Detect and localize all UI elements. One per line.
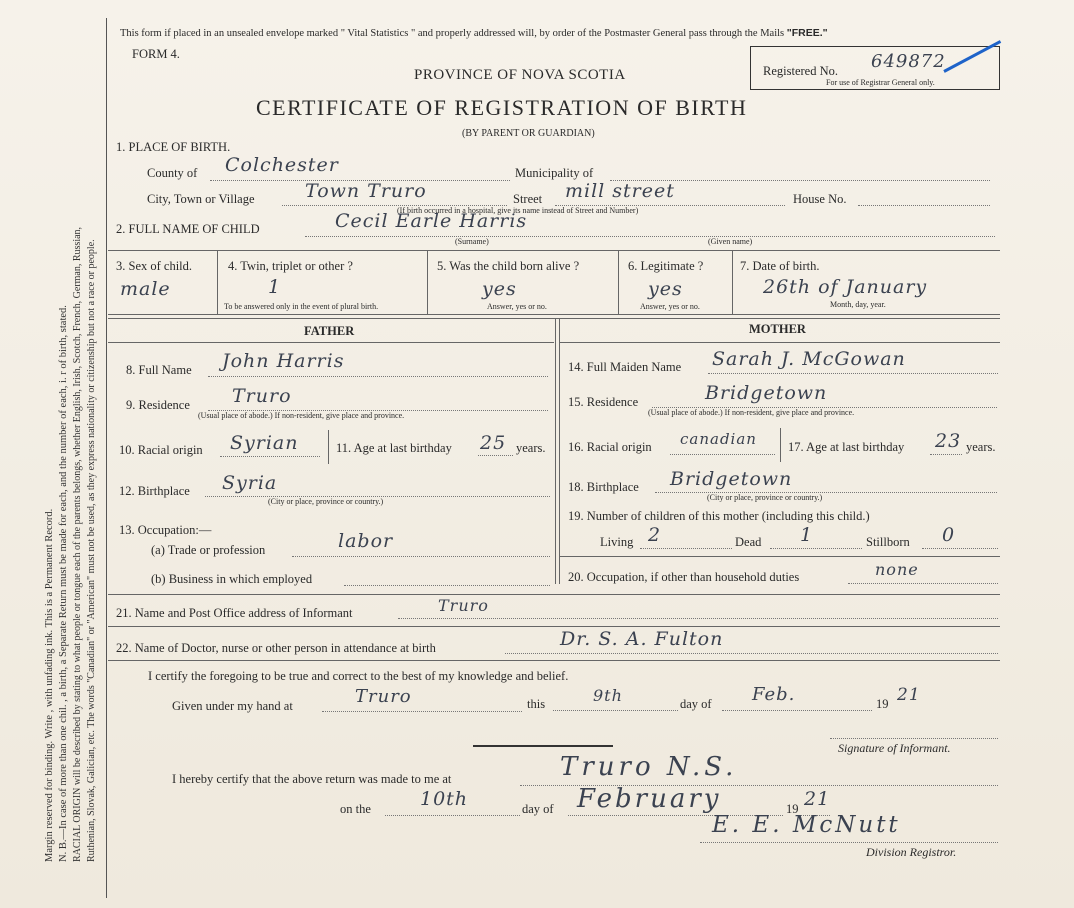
mother-bp-label: 18. Birthplace <box>568 480 639 494</box>
mother-race-line <box>670 454 775 455</box>
twin-note: To be answered only in the event of plural birth. <box>224 302 379 311</box>
living-label: Living <box>600 535 634 549</box>
registrar-label: Division Registror. <box>866 845 957 859</box>
registrar-day: 10th <box>420 788 469 810</box>
margin-text-3: RACIAL ORIGIN will be described by stating to what people or tongue each of the parents belongs, whether English, Irish, Scotch, French, German, Russian, <box>72 226 83 862</box>
parents-divider-2 <box>559 318 560 584</box>
registrar-place: Truro N.S. <box>560 752 738 782</box>
mother-race-label: 16. Racial origin <box>568 440 652 454</box>
mail-notice <box>120 27 828 39</box>
province-heading: PROVINCE OF NOVA SCOTIA <box>414 67 626 83</box>
mother-age-line <box>930 454 962 455</box>
father-age-line <box>478 455 513 456</box>
county-value: Colchester <box>225 154 339 176</box>
col-rule-3 <box>618 250 619 314</box>
doctor-rule <box>108 626 1000 627</box>
sex-value: male <box>120 278 171 300</box>
mother-bp-value: Bridgetown <box>670 468 793 490</box>
trade-line <box>292 556 550 557</box>
page-title: CERTIFICATE OF REGISTRATION OF BIRTH <box>256 95 748 120</box>
given-note: (Given name) <box>708 237 753 246</box>
county-label: County of <box>147 166 198 180</box>
margin-text-1: Margin reserved for binding. Write , with unfading ink. This is a Permanent Record. <box>44 508 55 862</box>
sex-label: 3. Sex of child. <box>116 259 193 273</box>
doctor-line <box>505 653 998 654</box>
this-label: this <box>527 697 546 711</box>
mother-name-label: 14. Full Maiden Name <box>568 360 682 374</box>
still-label: Stillborn <box>866 535 910 549</box>
twin-label: 4. Twin, triplet or other ? <box>228 259 353 273</box>
doctor-label: 22. Name of Doctor, nurse or other person in attendance at birth <box>116 641 436 655</box>
father-race-label: 10. Racial origin <box>119 443 203 457</box>
father-bp-label: 12. Birthplace <box>119 484 190 498</box>
mother-occ-line <box>848 583 998 584</box>
given-label: Given under my hand at <box>172 699 293 713</box>
informant-label: 21. Name and Post Office address of Informant <box>116 606 353 620</box>
mother-race-divider <box>780 428 781 462</box>
informant-value: Truro <box>438 596 489 615</box>
doctor-value: Dr. S. A. Fulton <box>560 628 724 650</box>
legit-value: yes <box>648 278 683 300</box>
col-rule-4 <box>732 250 733 314</box>
child-name-value: Cecil Earle Harris <box>335 210 528 232</box>
municipality-label: Municipality of <box>515 166 594 180</box>
house-label: House No. <box>793 192 847 206</box>
street-label: Street <box>513 192 543 206</box>
row-rule-top <box>108 250 1000 251</box>
mother-occ-label: 20. Occupation, if other than household duties <box>568 570 800 584</box>
mother-heading: MOTHER <box>749 322 806 336</box>
parents-divider <box>555 318 556 584</box>
child-name-label: 2. FULL NAME OF CHILD <box>116 222 260 236</box>
alive-label: 5. Was the child born alive ? <box>437 259 580 273</box>
father-bp-value: Syria <box>222 472 278 494</box>
given-day-line <box>553 710 678 711</box>
registered-label: Registered No. <box>763 64 838 78</box>
mother-name-line <box>708 373 998 374</box>
margin-divider <box>106 18 107 898</box>
mother-race-value: canadian <box>680 430 757 448</box>
mother-res-note: (Usual place of abode.) If non-resident, give place and province. <box>648 408 855 417</box>
still-line <box>922 548 998 549</box>
given-month-line <box>722 710 872 711</box>
dead-label: Dead <box>735 535 762 549</box>
registrar-on-the: on the <box>340 802 371 816</box>
registrar-day-of: day of <box>522 802 554 816</box>
informant-rule <box>108 594 1000 595</box>
business-label: (b) Business in which employed <box>151 572 313 586</box>
father-heading: FATHER <box>304 324 355 338</box>
mother-years: years. <box>966 440 996 454</box>
col-rule-2 <box>427 250 428 314</box>
given-year: 21 <box>897 685 921 705</box>
living-value: 2 <box>648 524 662 546</box>
informant-sig-line <box>830 738 998 739</box>
mother-age-label: 17. Age at last birthday <box>788 440 905 454</box>
alive-value: yes <box>482 278 517 300</box>
informant-sig-label: Signature of Informant. <box>838 741 951 755</box>
father-age-label: 11. Age at last birthday <box>336 441 452 455</box>
parents-rule <box>108 318 1000 319</box>
father-occ-label: 13. Occupation:— <box>119 523 212 537</box>
registration-box <box>750 46 1000 90</box>
registrar-month: February <box>577 784 722 814</box>
separator-rule <box>473 745 613 747</box>
registrar-signature: E. E. McNutt <box>712 812 901 838</box>
dead-value: 1 <box>800 524 814 546</box>
mother-occ-rule <box>560 556 1000 557</box>
margin-text-2: N. B.—In case of more than one chil. , a birth, a Separate Return must be made for each, and the number of each, i. r of birth, stated. <box>58 305 69 862</box>
mother-age-value: 23 <box>935 430 962 452</box>
trade-value: labor <box>338 530 394 552</box>
father-name-label: 8. Full Name <box>126 363 192 377</box>
registrar-certify: I hereby certify that the above return was made to me at <box>172 772 452 786</box>
mother-name-value: Sarah J. McGowan <box>712 348 906 370</box>
father-race-divider <box>328 430 329 464</box>
registrar-sig-line <box>700 842 998 843</box>
col-rule-1 <box>217 250 218 314</box>
father-bp-note: (City or place, province or country.) <box>268 497 384 506</box>
mother-res-value: Bridgetown <box>705 382 828 404</box>
row-rule-bottom <box>108 314 1000 315</box>
alive-note: Answer, yes or no. <box>487 302 547 311</box>
form-number: FORM 4. <box>132 47 180 61</box>
registrar-year-prefix: 19 <box>786 802 799 816</box>
trade-label: (a) Trade or profession <box>151 543 266 557</box>
still-value: 0 <box>942 524 956 546</box>
child-name-line <box>305 236 995 237</box>
dob-note: Month, day, year. <box>830 300 886 309</box>
dead-line <box>770 548 862 549</box>
given-month: Feb. <box>752 684 796 705</box>
father-name-line <box>208 376 548 377</box>
page-subtitle: (BY PARENT OR GUARDIAN) <box>462 128 595 139</box>
children-label: 19. Number of children of this mother (including this child.) <box>568 509 870 523</box>
father-race-value: Syrian <box>230 432 299 454</box>
mother-res-label: 15. Residence <box>568 395 639 409</box>
father-heading-rule <box>108 342 554 343</box>
given-place-line <box>322 711 522 712</box>
mail-notice-text: This form if placed in an unsealed envelope marked " Vital Statistics " and properly addressed will, by order of the Postmaster General pass through the Mails <box>120 28 785 39</box>
registrar-year: 21 <box>804 788 831 810</box>
father-res-value: Truro <box>232 385 292 407</box>
father-name-value: John Harris <box>222 350 345 372</box>
free-label: "FREE." <box>786 27 828 39</box>
father-age-value: 25 <box>480 432 507 454</box>
dob-label: 7. Date of birth. <box>740 259 820 273</box>
city-label: City, Town or Village <box>147 192 255 206</box>
given-year-prefix: 19 <box>876 697 889 711</box>
binding-margin <box>0 0 106 908</box>
father-years: years. <box>516 441 546 455</box>
registered-number: 649872 <box>871 51 946 72</box>
dob-value: 26th of January <box>763 276 928 298</box>
father-res-label: 9. Residence <box>126 398 190 412</box>
business-line <box>344 585 550 586</box>
mother-bp-note: (City or place, province or country.) <box>707 493 823 502</box>
surname-note: (Surname) <box>455 237 489 246</box>
given-day: 9th <box>593 686 623 705</box>
city-value: Town Truro <box>305 180 427 202</box>
informant-certify: I certify the foregoing to be true and correct to the best of my knowledge and belief. <box>148 669 569 683</box>
place-heading: 1. PLACE OF BIRTH. <box>116 140 231 154</box>
informant-line <box>398 618 998 619</box>
father-race-line <box>220 456 320 457</box>
certify-rule <box>108 660 1000 661</box>
given-day-of: day of <box>680 697 712 711</box>
twin-value: 1 <box>268 276 282 298</box>
legit-label: 6. Legitimate ? <box>628 259 704 273</box>
house-line <box>858 205 990 206</box>
given-place: Truro <box>355 686 412 707</box>
street-note: (If birth occurred in a hospital, give its name instead of Street and Number) <box>397 206 639 215</box>
mother-heading-rule <box>560 342 1000 343</box>
father-res-note: (Usual place of abode.) If non-resident, give place and province. <box>198 411 405 420</box>
legit-note: Answer, yes or no. <box>640 302 700 311</box>
mother-occ-value: none <box>875 560 919 579</box>
registrar-note: For use of Registrar General only. <box>826 78 935 87</box>
registrar-day-line <box>385 815 520 816</box>
living-line <box>640 548 732 549</box>
margin-text-4: Ruthenian, Slovak, Galician, etc. The words "Canadian" or "American" must not be used, as they express nationality or citizenship but not a race or people. <box>86 239 97 862</box>
street-value: mill street <box>565 180 675 202</box>
